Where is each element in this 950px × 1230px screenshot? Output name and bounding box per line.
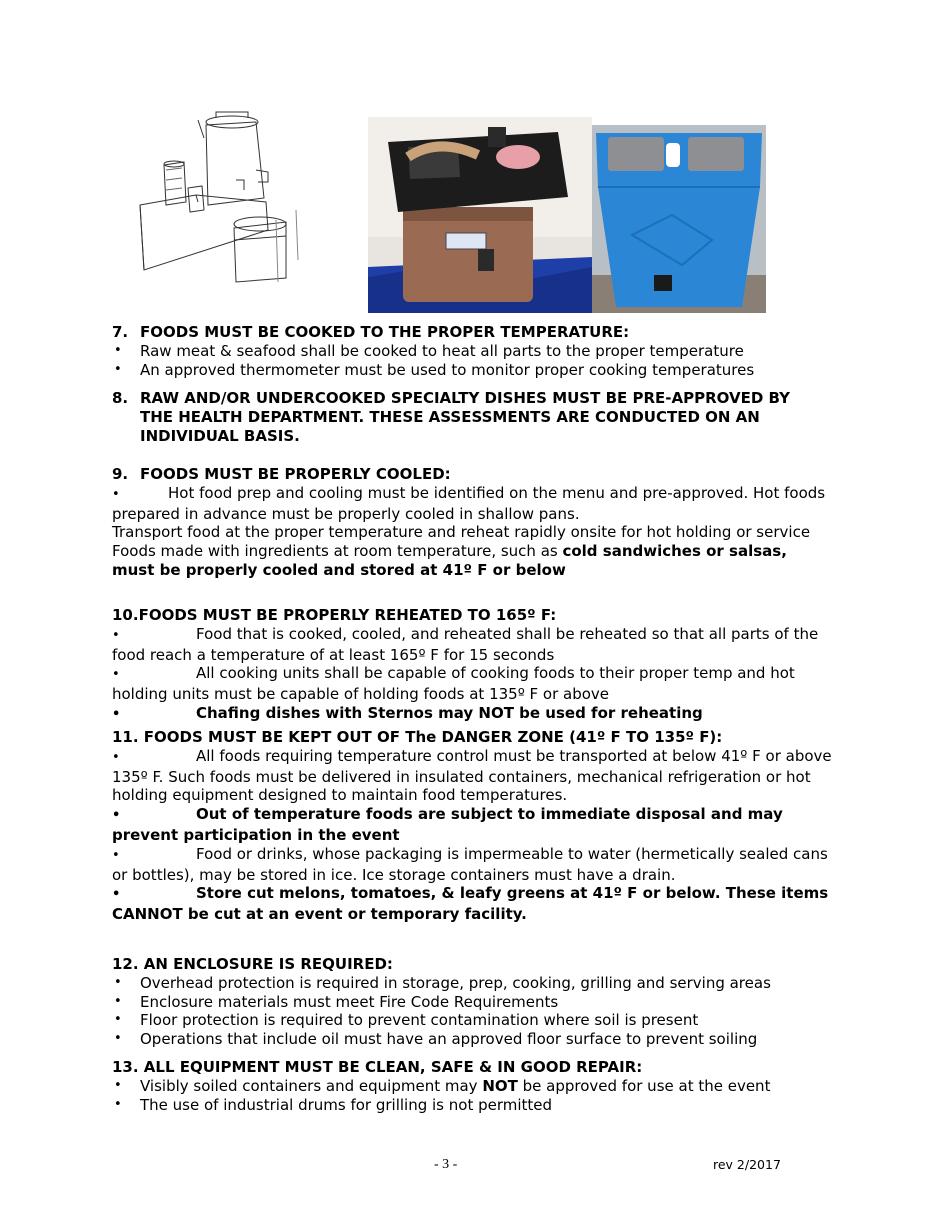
list-item: • Floor protection is required to prevent contamination where soil is present — [112, 1011, 832, 1030]
section-7-list — [112, 342, 832, 380]
section-8-number: 8. — [112, 389, 129, 407]
section-9-title: FOODS MUST BE PROPERLY COOLED: — [140, 465, 451, 483]
list-item: • The use of industrial drums for grilling is not permitted — [112, 1096, 832, 1115]
list-item: • Operations that include oil must have an approved floor surface to prevent soiling — [112, 1030, 832, 1049]
section-9-heading — [112, 465, 832, 484]
section-10-title: 10.FOODS MUST BE PROPERLY REHEATED TO 165º F: — [112, 606, 557, 624]
list-item: Store cut melons, tomatoes, & leafy greens at 41º F or below. These items CANNOT be cut at an event or temporary facility. — [112, 884, 829, 924]
section-12-title: 12. AN ENCLOSURE IS REQUIRED: — [112, 955, 393, 973]
list-item: • Visibly soiled containers and equipment may NOT be approved for use at the event — [112, 1077, 832, 1096]
revision-label: rev 2/2017 — [713, 1157, 781, 1172]
list-item: Chafing dishes with Sternos may NOT be used for reheating — [196, 703, 703, 722]
section-12 — [112, 955, 832, 1049]
section-9-paragraph-2: Foods made with ingredients at room temperature, such as cold sandwiches or salsas, must be properly cooled and stored at 41º F or below — [112, 542, 787, 579]
list-item: Food or drinks, whose packaging is impermeable to water (hermetically sealed cans or bottles), may be stored in ice. Ice storage containers must have a drain. — [112, 844, 828, 884]
section-11-title: 11. FOODS MUST BE KEPT OUT OF The DANGER ZONE (41º F TO 135º F): — [112, 728, 723, 746]
section-9 — [112, 465, 832, 580]
section-11 — [112, 728, 832, 924]
list-item: Out of temperature foods are subject to immediate disposal and may prevent participation in the event — [112, 805, 783, 844]
section-9-number: 9. — [112, 465, 129, 483]
list-item: • Enclosure materials must meet Fire Code Requirements — [112, 993, 832, 1012]
section-13-list — [112, 1077, 832, 1115]
list-item: • An approved thermometer must be used to monitor proper cooking temperatures — [112, 361, 832, 380]
section-12-list — [112, 974, 832, 1049]
section-13 — [112, 1058, 832, 1114]
list-item: • Overhead protection is required in storage, prep, cooking, grilling and serving areas — [112, 974, 832, 993]
list-item: All foods requiring temperature control must be transported at below 41º F or above 135º F. Such foods must be delivered in insulated containers, mechanical refrigeration or hot holding equipment designed to maintain food temperatures. — [112, 746, 832, 805]
handwash-sketch-image — [136, 110, 326, 290]
page-number: - 3 - — [434, 1157, 458, 1172]
section-8-title: RAW AND/OR UNDERCOOKED SPECIALTY DISHES MUST BE PRE-APPROVED BY THE HEALTH DEPARTMENT. THESE ASSESSMENTS ARE CONDUCTED ON AN INDIVIDUAL BASIS. — [140, 389, 790, 445]
section-8 — [112, 389, 832, 445]
list-item: All cooking units shall be capable of cooking foods to their proper temp and hot holding units must be capable of holding foods at 135º F or above — [112, 664, 795, 704]
section-7-number: 7. — [112, 323, 129, 341]
section-10 — [112, 606, 832, 725]
section-13-title: 13. ALL EQUIPMENT MUST BE CLEAN, SAFE & IN GOOD REPAIR: — [112, 1058, 643, 1076]
section-7-title: FOODS MUST BE COOKED TO THE PROPER TEMPERATURE: — [140, 323, 630, 341]
list-item: Food that is cooked, cooled, and reheated shall be reheated so that all parts of the food reach a temperature of at least 165º F for 15 seconds — [112, 624, 819, 664]
list-item: • Raw meat & seafood shall be cooked to heat all parts to the proper temperature — [112, 342, 832, 361]
section-7 — [112, 323, 832, 379]
section-9-paragraph: Transport food at the proper temperature and reheat rapidly onsite for hot holding or service — [112, 523, 811, 542]
brown-handwash-station-photo — [368, 117, 592, 313]
blue-handwash-station-photo — [592, 125, 766, 313]
section-7-heading — [112, 323, 832, 342]
list-item: Hot food prep and cooling must be identified on the menu and pre-approved. Hot foods prepared in advance must be properly cooled in shallow pans. — [112, 483, 826, 523]
